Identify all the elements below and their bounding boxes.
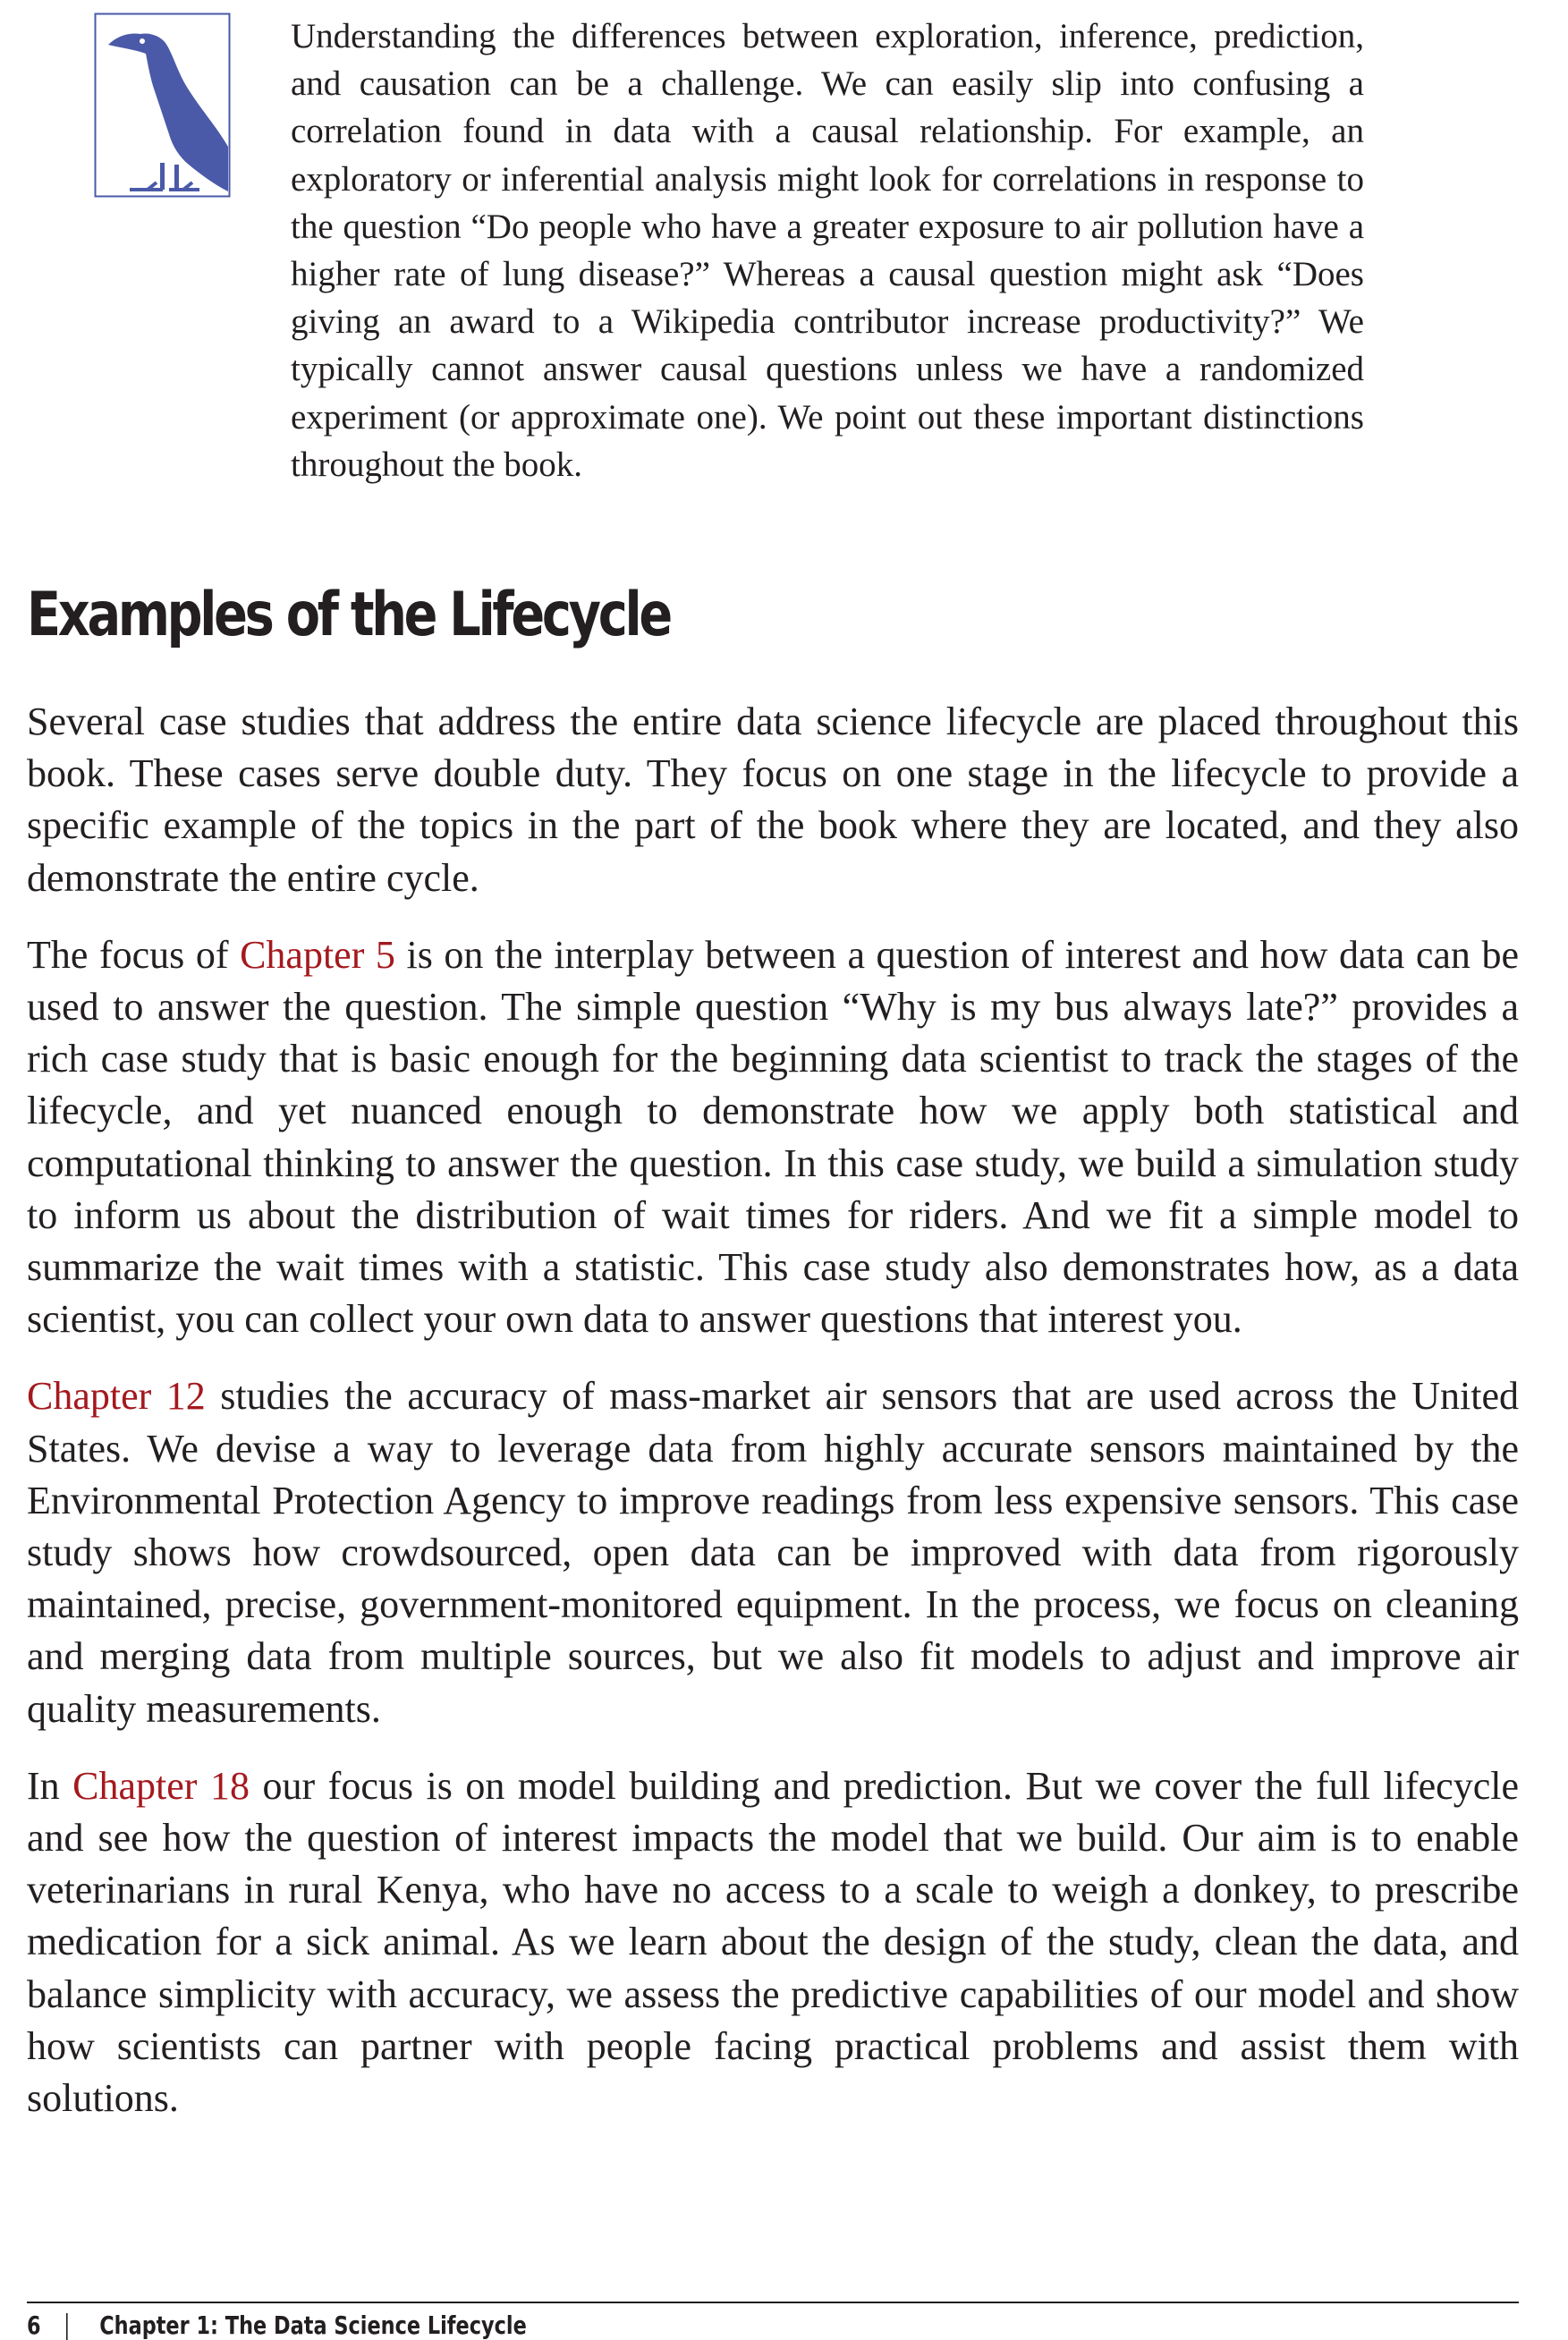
chapter-18-link[interactable]: Chapter 18	[72, 1763, 250, 1808]
chapter-5-link[interactable]: Chapter 5	[240, 932, 395, 977]
running-chapter-title: Chapter 1: The Data Science Lifecycle	[99, 2310, 527, 2340]
body-text	[27, 696, 1519, 2149]
footer-separator	[66, 2313, 68, 2340]
paragraph-chapter-18	[27, 1760, 1519, 2124]
page-footer	[27, 2311, 527, 2340]
paragraph-intro: Several case studies that address the entire data science lifecycle are placed throughout this book. These cases serve double duty. They focus on one stage in the lifecycle to provide a specific example of the topics in the part of the book where they are located, and they also demonstrate the entire cycle.	[27, 699, 1519, 900]
chapter-12-link[interactable]: Chapter 12	[27, 1374, 206, 1419]
paragraph-text: In	[27, 1763, 73, 1808]
footer-divider	[27, 2302, 1519, 2303]
paragraph-text: studies the accuracy of mass-market air sensors that are used across the United States. We devise a way to leverage data from highly accurate sensors maintained by the Environmental Protection Agency to improve readings from less expensive sensors. This case study shows how crowdsourced, open data can be improved with data from rigorously maintained, precise, government-monitored equipment. In the process, we focus on cleaning and merging data from multiple sources, but we also fit models to adjust and improve air quality measurements.	[27, 1374, 1519, 1731]
paragraph-text: The focus of	[27, 932, 241, 977]
note-text: Understanding the differences between exploration, inference, prediction, and causation can be a challenge. We can easily slip into confusing a correlation found in data with a causal relationship. For example, an exploratory or inferential analysis might look for correlations in response to the question “Do people who have a greater exposure to air pollution have a higher rate of lung disease?” Whereas a causal question might ask “Does giving an award to a Wikipedia contributor increase productivity?” We typically cannot answer causal questions unless we have a randomized experiment (or approximate one). We point out these important distinctions throughout the book.	[291, 17, 1364, 484]
crow-bird-icon	[94, 13, 239, 200]
paragraph-chapter-12	[27, 1370, 1519, 1734]
paragraph-chapter-5	[27, 929, 1519, 1346]
paragraph-text: is on the interplay between a question of interest and how data can be used to answer the question. The simple question “Why is my bus always late?” provides a rich case study that is basic enough for the beginning data scientist to track the stages of the lifecycle, and yet nuanced enough to demonstrate how we apply both statistical and computational thinking to answer the question. In this case study, we build a simulation study to inform us about the distribution of wait times for riders. And we fit a simple model to summarize the wait times with a statistic. This case study also demonstrates how, as a data scientist, you can collect your own data to answer questions that interest you.	[27, 932, 1519, 1342]
paragraph-text: our focus is on model building and prediction. But we cover the full lifecycle and see how the question of interest impacts the model that we build. Our aim is to enable veterinarians in rural Kenya, who have no access to a scale to weigh a donkey, to prescribe medication for a sick animal. As we learn about the design of the study, clean the data, and balance simplicity with accuracy, we assess the predictive capabilities of our model and show how scientists can partner with people facing practical problems and assist them with solutions.	[27, 1763, 1519, 2121]
section-heading: Examples of the Lifecycle	[27, 580, 670, 650]
page-number: 6	[27, 2310, 41, 2340]
